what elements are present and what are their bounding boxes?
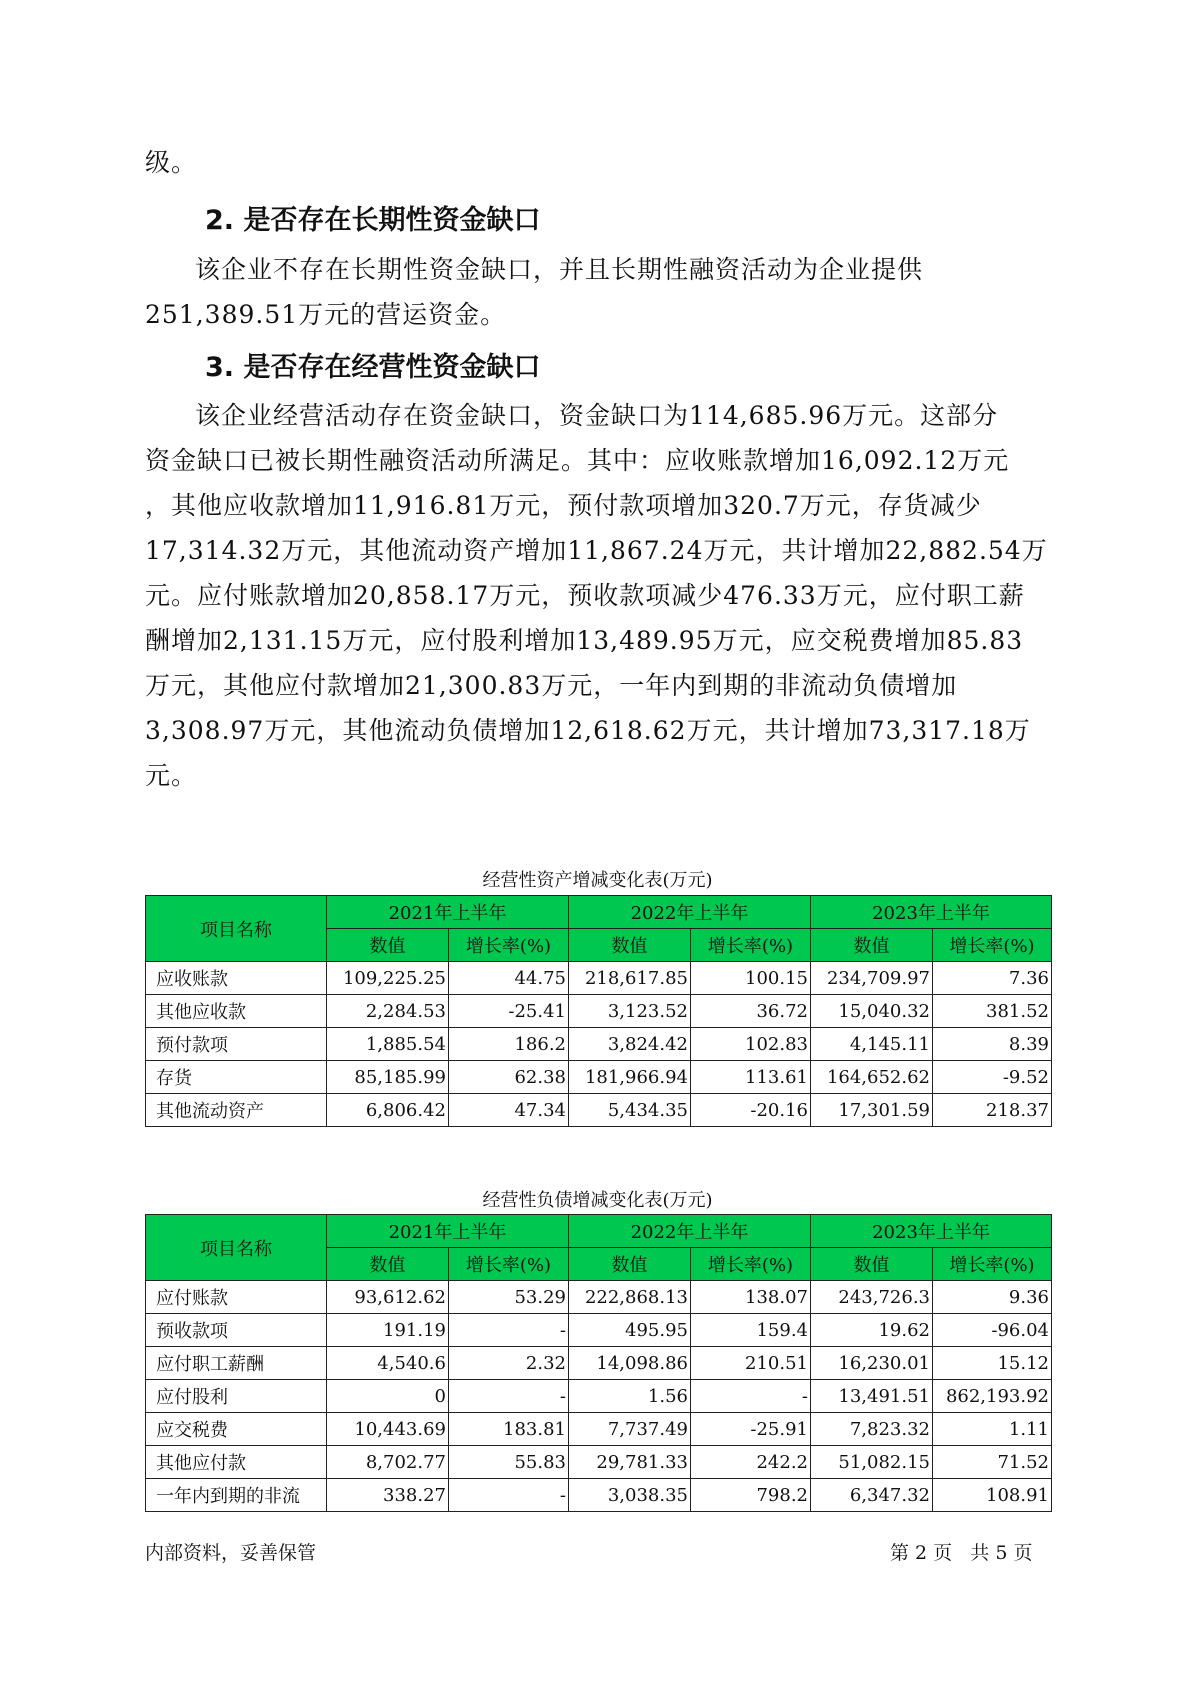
header-growth: 增长率(%) xyxy=(691,1248,811,1281)
cell-value: 51,082.15 xyxy=(811,1446,933,1479)
paragraph-continuation xyxy=(145,140,1045,185)
cell-value: 85,185.99 xyxy=(327,1061,449,1094)
cell-growth: 100.15 xyxy=(691,962,811,995)
text-line: 酬增加2,131.15万元，应付股利增加13,489.95万元，应交税费增加85.83 xyxy=(145,626,1024,655)
cell-value: 109,225.25 xyxy=(327,962,449,995)
cell-growth: -25.41 xyxy=(449,995,569,1028)
cell-growth: 7.36 xyxy=(933,962,1052,995)
cell-growth: 15.12 xyxy=(933,1347,1052,1380)
cell-value: 4,145.11 xyxy=(811,1028,933,1061)
cell-growth: 183.81 xyxy=(449,1413,569,1446)
cell-value: 5,434.35 xyxy=(569,1094,691,1127)
cell-growth: 9.36 xyxy=(933,1281,1052,1314)
row-label: 其他应收款 xyxy=(146,995,327,1028)
table-row xyxy=(146,962,1052,995)
cell-growth: 798.2 xyxy=(691,1479,811,1512)
cell-value: 3,038.35 xyxy=(569,1479,691,1512)
header-item-name: 项目名称 xyxy=(146,1215,327,1281)
cell-growth: 71.52 xyxy=(933,1446,1052,1479)
section-heading-3: 3. 是否存在经营性资金缺口 xyxy=(205,352,541,383)
row-label: 预付款项 xyxy=(146,1028,327,1061)
header-item-name: 项目名称 xyxy=(146,896,327,962)
header-growth: 增长率(%) xyxy=(933,1248,1052,1281)
cell-value: 1,885.54 xyxy=(327,1028,449,1061)
cell-value: 218,617.85 xyxy=(569,962,691,995)
liabilities-table xyxy=(145,1214,1052,1512)
row-label: 应交税费 xyxy=(146,1413,327,1446)
text-line: 该企业经营活动存在资金缺口，资金缺口为114,685.96万元。这部分 xyxy=(195,401,999,430)
cell-value: 10,443.69 xyxy=(327,1413,449,1446)
row-label: 其他流动资产 xyxy=(146,1094,327,1127)
header-value: 数值 xyxy=(327,929,449,962)
text-line: 251,389.51万元的营运资金。 xyxy=(145,300,507,329)
cell-value: 3,123.52 xyxy=(569,995,691,1028)
footer-page-number: 第 2 页 共 5 页 xyxy=(890,1542,1033,1564)
table-row xyxy=(146,1413,1052,1446)
cell-growth: 53.29 xyxy=(449,1281,569,1314)
cell-value: 15,040.32 xyxy=(811,995,933,1028)
row-label: 应付职工薪酬 xyxy=(146,1347,327,1380)
cell-growth: - xyxy=(449,1380,569,1413)
table-row xyxy=(146,1446,1052,1479)
cell-growth: 55.83 xyxy=(449,1446,569,1479)
header-value: 数值 xyxy=(327,1248,449,1281)
header-period: 2021年上半年 xyxy=(327,896,569,929)
row-label: 存货 xyxy=(146,1061,327,1094)
footer-confidential-note: 内部资料，妥善保管 xyxy=(145,1542,317,1564)
cell-growth: 44.75 xyxy=(449,962,569,995)
paragraph-operating-gap xyxy=(145,393,1048,798)
cell-growth: 8.39 xyxy=(933,1028,1052,1061)
cell-growth: - xyxy=(449,1314,569,1347)
header-growth: 增长率(%) xyxy=(691,929,811,962)
cell-value: 3,824.42 xyxy=(569,1028,691,1061)
cell-value: 0 xyxy=(327,1380,449,1413)
header-growth: 增长率(%) xyxy=(449,929,569,962)
text-line: 17,314.32万元，其他流动资产增加11,867.24万元，共计增加22,882.54万 xyxy=(145,536,1048,565)
cell-growth: 242.2 xyxy=(691,1446,811,1479)
text-line: 元。应付账款增加20,858.17万元，预收款项减少476.33万元，应付职工薪 xyxy=(145,581,1025,610)
header-period: 2023年上半年 xyxy=(811,1215,1052,1248)
table-row xyxy=(146,1314,1052,1347)
cell-growth: -9.52 xyxy=(933,1061,1052,1094)
cell-value: 222,868.13 xyxy=(569,1281,691,1314)
cell-growth: 102.83 xyxy=(691,1028,811,1061)
header-growth: 增长率(%) xyxy=(449,1248,569,1281)
cell-value: 19.62 xyxy=(811,1314,933,1347)
section-heading-2: 2. 是否存在长期性资金缺口 xyxy=(205,205,541,236)
table-caption-liabilities: 经营性负债增减变化表(万元) xyxy=(482,1190,713,1211)
cell-value: 8,702.77 xyxy=(327,1446,449,1479)
table-row xyxy=(146,1347,1052,1380)
table-row xyxy=(146,1380,1052,1413)
cell-value: 7,737.49 xyxy=(569,1413,691,1446)
cell-growth: 138.07 xyxy=(691,1281,811,1314)
cell-value: 17,301.59 xyxy=(811,1094,933,1127)
cell-growth: 2.32 xyxy=(449,1347,569,1380)
cell-growth: 381.52 xyxy=(933,995,1052,1028)
cell-growth: 210.51 xyxy=(691,1347,811,1380)
cell-growth: 36.72 xyxy=(691,995,811,1028)
cell-value: 191.19 xyxy=(327,1314,449,1347)
text-line: ，其他应收款增加11,916.81万元，预付款项增加320.7万元，存货减少 xyxy=(145,491,982,520)
text-line: 资金缺口已被长期性融资活动所满足。其中：应收账款增加16,092.12万元 xyxy=(145,446,1010,475)
text-line: 3,308.97万元，其他流动负债增加12,618.62万元，共计增加73,317.18万 xyxy=(145,716,1031,745)
header-value: 数值 xyxy=(569,1248,691,1281)
header-period: 2022年上半年 xyxy=(569,896,811,929)
cell-value: 338.27 xyxy=(327,1479,449,1512)
header-value: 数值 xyxy=(569,929,691,962)
paragraph-long-term-gap xyxy=(145,247,1045,337)
text-line: 元。 xyxy=(145,761,198,790)
cell-growth: 113.61 xyxy=(691,1061,811,1094)
header-period: 2023年上半年 xyxy=(811,896,1052,929)
cell-growth: -96.04 xyxy=(933,1314,1052,1347)
header-period: 2022年上半年 xyxy=(569,1215,811,1248)
table-row xyxy=(146,1061,1052,1094)
cell-value: 2,284.53 xyxy=(327,995,449,1028)
cell-growth: - xyxy=(691,1380,811,1413)
cell-value: 4,540.6 xyxy=(327,1347,449,1380)
header-growth: 增长率(%) xyxy=(933,929,1052,962)
table-row xyxy=(146,1479,1052,1512)
cell-value: 1.56 xyxy=(569,1380,691,1413)
cell-growth: 108.91 xyxy=(933,1479,1052,1512)
cell-growth: 159.4 xyxy=(691,1314,811,1347)
table-row xyxy=(146,1094,1052,1127)
table-row xyxy=(146,1028,1052,1061)
row-label: 应付账款 xyxy=(146,1281,327,1314)
cell-growth: 62.38 xyxy=(449,1061,569,1094)
table-row xyxy=(146,1281,1052,1314)
header-value: 数值 xyxy=(811,1248,933,1281)
cell-value: 181,966.94 xyxy=(569,1061,691,1094)
row-label: 应收账款 xyxy=(146,962,327,995)
cell-value: 13,491.51 xyxy=(811,1380,933,1413)
cell-value: 6,806.42 xyxy=(327,1094,449,1127)
cell-value: 93,612.62 xyxy=(327,1281,449,1314)
cell-growth: 186.2 xyxy=(449,1028,569,1061)
cell-value: 7,823.32 xyxy=(811,1413,933,1446)
cell-value: 243,726.3 xyxy=(811,1281,933,1314)
row-label: 一年内到期的非流 xyxy=(146,1479,327,1512)
cell-growth: 1.11 xyxy=(933,1413,1052,1446)
row-label: 应付股利 xyxy=(146,1380,327,1413)
row-label: 其他应付款 xyxy=(146,1446,327,1479)
cell-growth: 862,193.92 xyxy=(933,1380,1052,1413)
cell-value: 495.95 xyxy=(569,1314,691,1347)
header-value: 数值 xyxy=(811,929,933,962)
table-caption-assets: 经营性资产增减变化表(万元) xyxy=(482,870,713,891)
cell-value: 6,347.32 xyxy=(811,1479,933,1512)
cell-value: 16,230.01 xyxy=(811,1347,933,1380)
header-period: 2021年上半年 xyxy=(327,1215,569,1248)
cell-growth: 47.34 xyxy=(449,1094,569,1127)
cell-value: 234,709.97 xyxy=(811,962,933,995)
cell-value: 29,781.33 xyxy=(569,1446,691,1479)
assets-table xyxy=(145,895,1052,1127)
cell-value: 14,098.86 xyxy=(569,1347,691,1380)
cell-growth: -20.16 xyxy=(691,1094,811,1127)
row-label: 预收款项 xyxy=(146,1314,327,1347)
text-line: 该企业不存在长期性资金缺口，并且长期性融资活动为企业提供 xyxy=(195,255,924,284)
text-line: 级。 xyxy=(145,148,198,177)
text-line: 万元，其他应付款增加21,300.83万元，一年内到期的非流动负债增加 xyxy=(145,671,958,700)
cell-growth: -25.91 xyxy=(691,1413,811,1446)
cell-growth: - xyxy=(449,1479,569,1512)
cell-growth: 218.37 xyxy=(933,1094,1052,1127)
cell-value: 164,652.62 xyxy=(811,1061,933,1094)
table-row xyxy=(146,995,1052,1028)
